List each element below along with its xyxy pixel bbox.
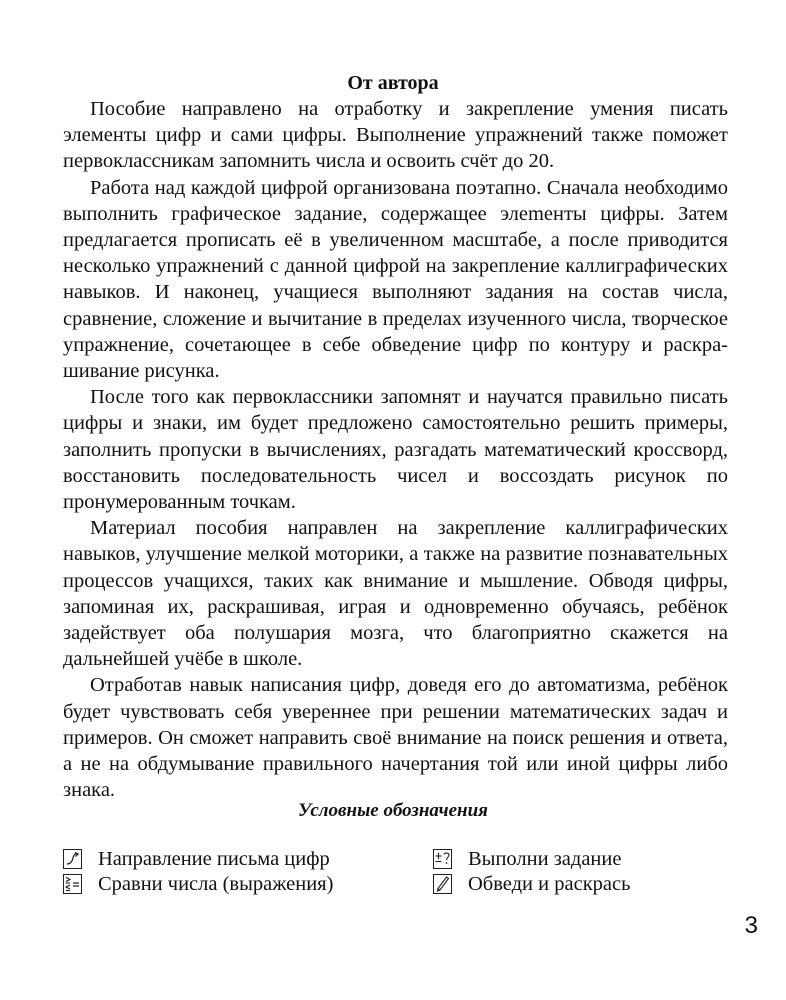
- paragraph: Отработав навык написания цифр, доведя его до автоматизма, ребёнок будет чувствовать себя увереннее при решении математических задач и примеров. Он сможет направить своё внимание на поиск решения и ответа, а не на обдумывание правильного начертания той или иной цифры либо знака.: [63, 674, 728, 802]
- legend-item-writing-direction: [63, 847, 330, 871]
- task-icon: [433, 849, 452, 869]
- legend-item-pencil: [433, 872, 630, 896]
- paragraph: Работа над каждой цифрой организована поэтапно. Сначала необходимо выполнить графическое задание, содержащее элеmенты цифры. Затем предлагается прописать её в увеличенном масштабе, а после приводится несколько упражнений с данной цифрой на закрепление каллиграфических навыков. И наконец, учащиеся выполняют задания на состав числа, сравнение, сложение и вычитание в пределах изученного числа, творческое упражнение, сочетающее в себе обведение цифр по контуру и раскрашивание рисунка.: [63, 176, 728, 383]
- body-text: [63, 96, 728, 803]
- page-number: 3: [744, 912, 758, 939]
- legend-item-task: [433, 847, 621, 871]
- writing-direction-icon: [63, 849, 82, 869]
- paragraph: После того как первоклассники запомнят и научатся правильно писать цифры и знаки, им будет предложено самостоятельно решить примеры, заполнить пропуски в вычислениях, разгадать математический кроссворд, восстановить последовательность чисел и воссоздать рисунок по пронумерованным точкам.: [63, 386, 728, 514]
- paragraph: Материал пособия направлен на закрепление каллиграфических навыков, улучшение мелкой моторики, а также на развитие познавательных процессов учащихся, таких как внимание и мышление. Обводя цифры, запоминая их, раскрашивая, играя и одновременно обучаясь, ребёнок задействует оба полушария мозга, что благоприятно скажется на дальнейшей учёбе в школе.: [63, 517, 728, 671]
- section-heading: От автора: [347, 72, 439, 94]
- legend-label: Сравни числа (выражения): [98, 873, 334, 895]
- paragraph: Пособие направлено на отработку и закрепление умения писать элементы цифр и сами цифры. Выполнение упражнений также поможет первоклассникам запомнить числа и освоить счёт до 20.: [63, 98, 728, 173]
- pencil-icon: [433, 874, 452, 894]
- compare-icon: [63, 874, 82, 894]
- legend-label: Направление письма цифр: [98, 848, 330, 870]
- legend-title: Условные обозначения: [298, 800, 488, 821]
- legend-label: Выполни задание: [468, 848, 622, 870]
- legend-item-compare: [63, 872, 333, 896]
- legend-label: Обведи и раскрась: [468, 873, 631, 895]
